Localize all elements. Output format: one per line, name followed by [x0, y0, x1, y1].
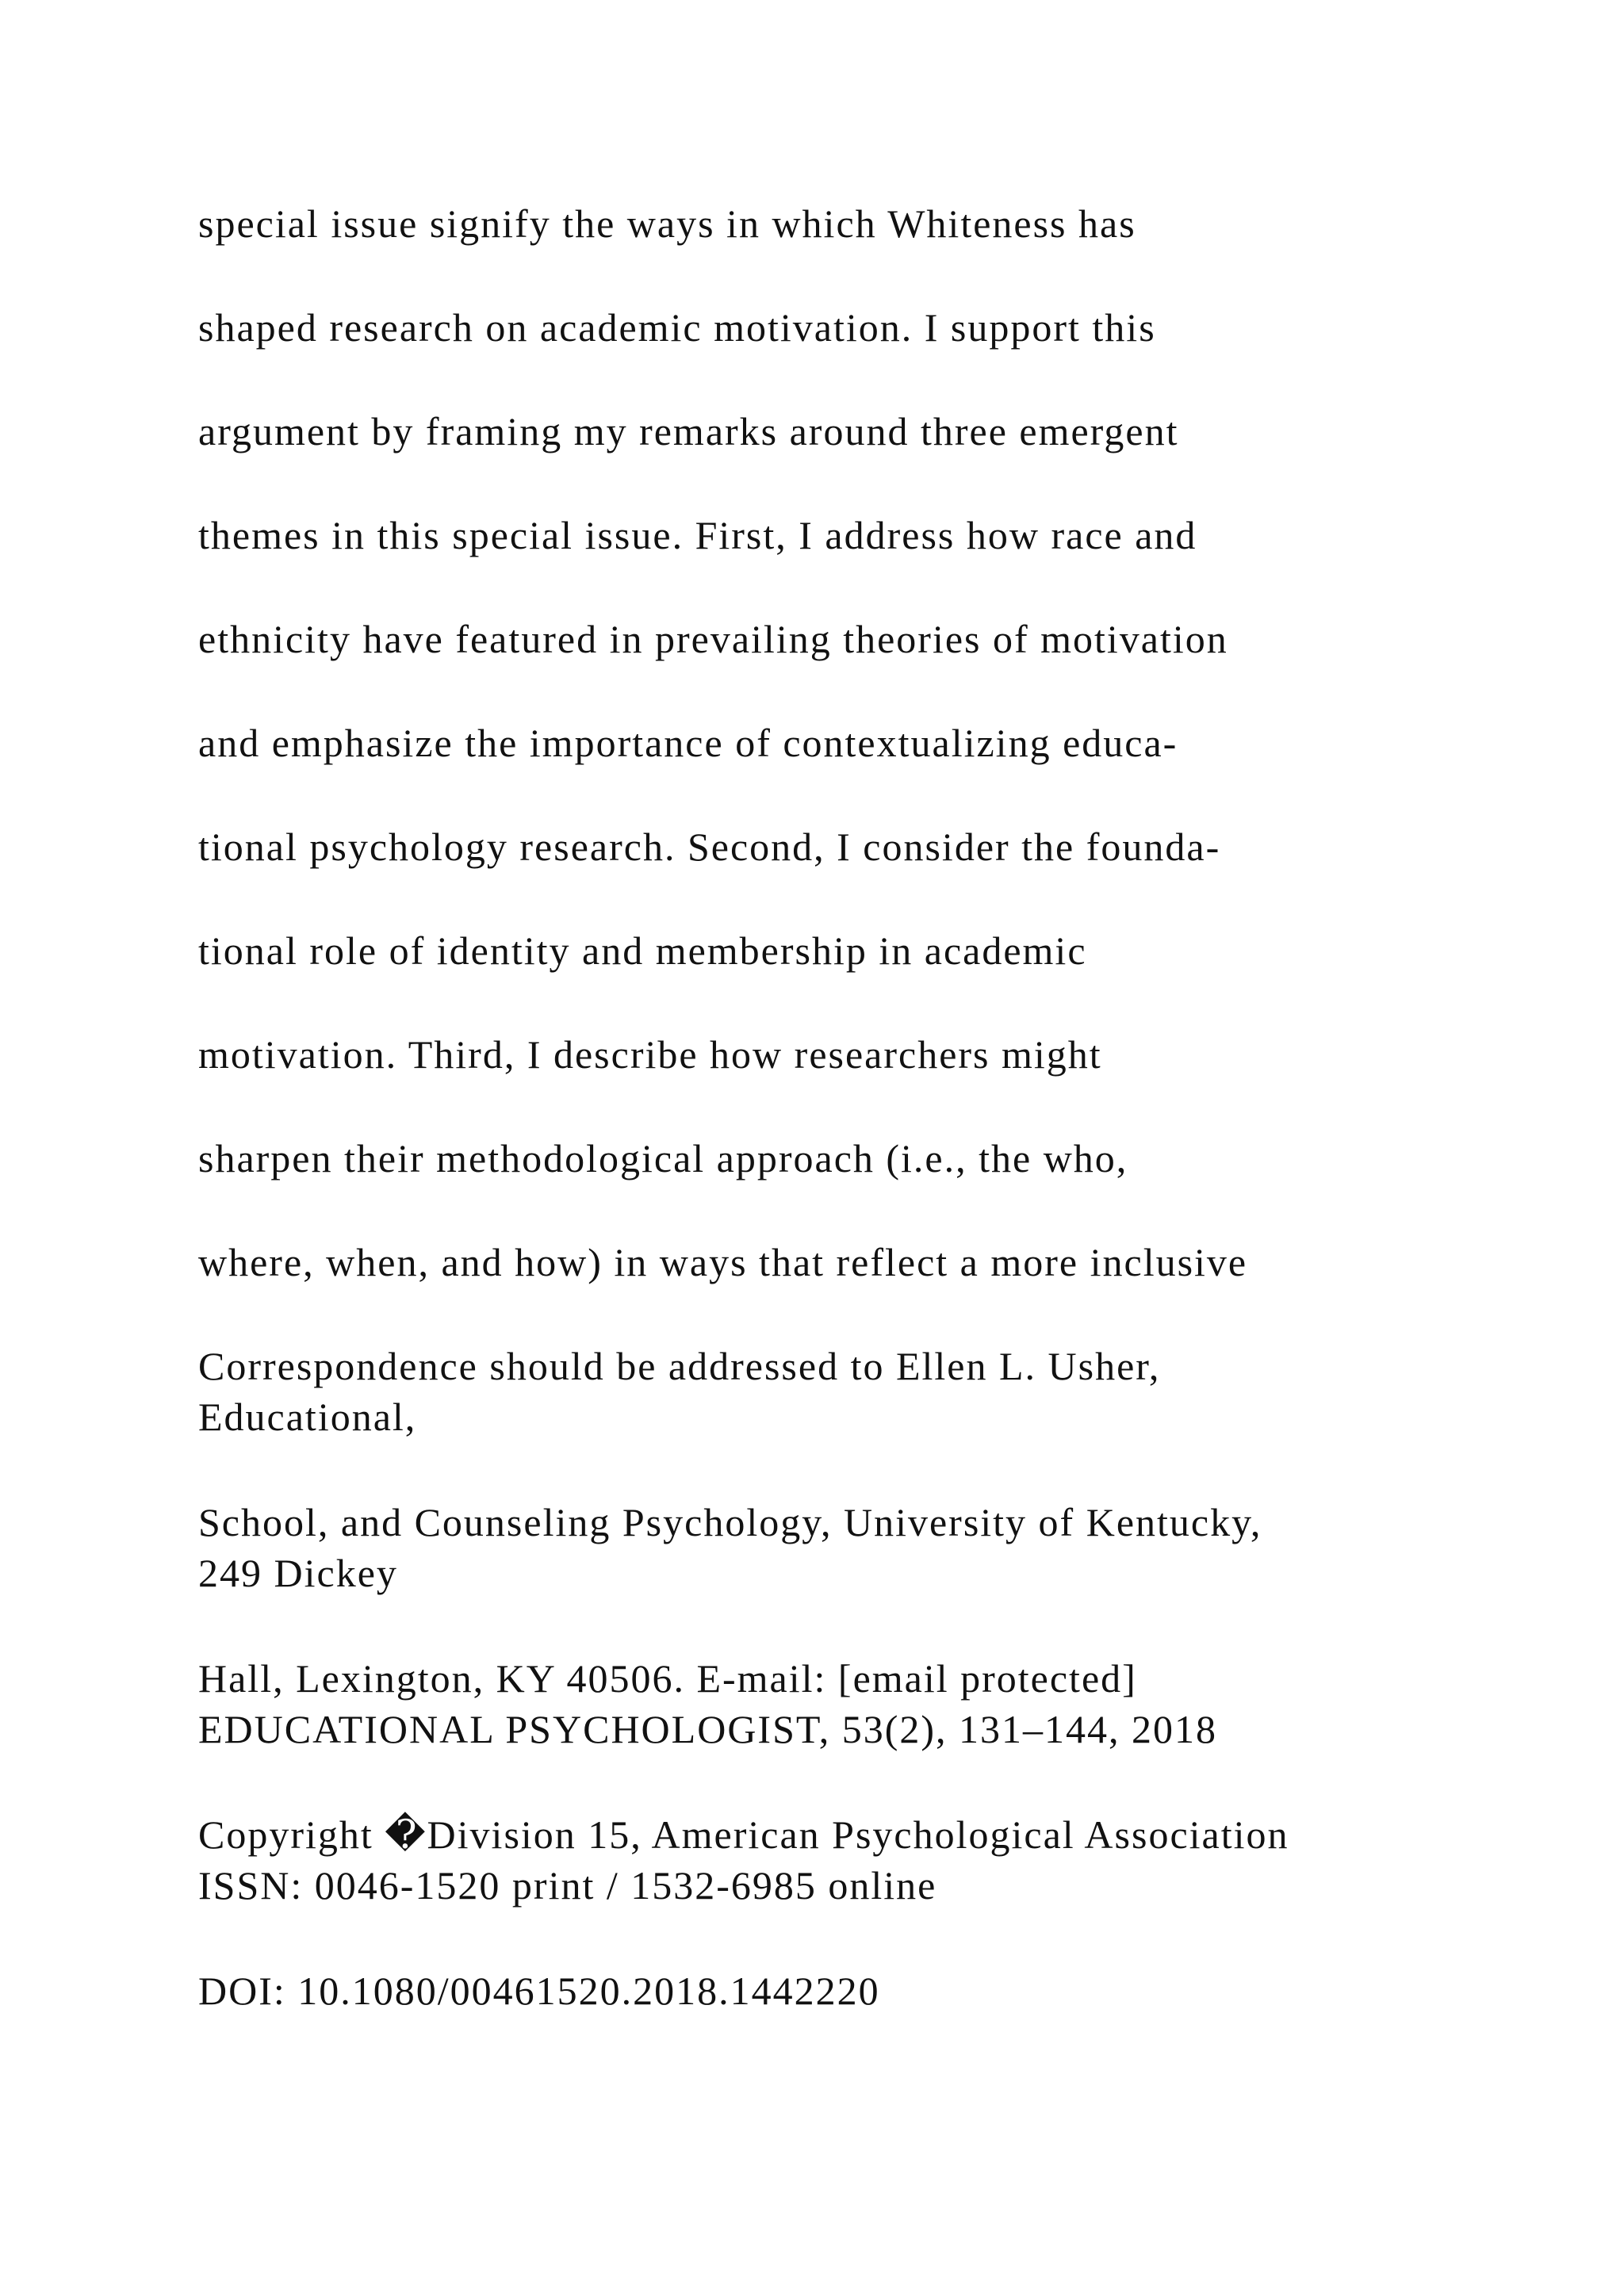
copyright-line: Copyright �Division 15, American Psychological Association	[198, 1812, 1289, 1857]
copyright-note	[198, 1809, 1546, 1911]
body-text-line: argument by framing my remarks around three emergent	[198, 409, 1179, 453]
body-text-line: tional psychology research. Second, I consider the founda-	[198, 825, 1221, 869]
affiliation-line: 249 Dickey	[198, 1551, 398, 1595]
body-text-line: where, when, and how) in ways that reflect a more inclusive	[198, 1240, 1248, 1284]
affiliation-line: School, and Counseling Psychology, University of Kentucky,	[198, 1500, 1262, 1544]
body-text-line: themes in this special issue. First, I address how race and	[198, 513, 1197, 557]
issn-line: ISSN: 0046-1520 print / 1532-6985 online	[198, 1863, 937, 1908]
body-text-line: sharpen their methodological approach (i.e., the who,	[198, 1136, 1128, 1181]
correspondence-note	[198, 1341, 1546, 1442]
affiliation-note	[198, 1497, 1546, 1598]
body-text-line: tional role of identity and membership in academic	[198, 928, 1087, 973]
correspondence-line: Educational,	[198, 1395, 417, 1439]
body-text-line: shaped research on academic motivation. I support this	[198, 305, 1156, 350]
correspondence-line: Correspondence should be addressed to Ellen L. Usher,	[198, 1344, 1161, 1388]
body-text-line: special issue signify the ways in which Whiteness has	[198, 201, 1136, 246]
doi-line: DOI: 10.1080/00461520.2018.1442220	[198, 1969, 880, 2013]
address-journal-note	[198, 1653, 1546, 1755]
address-line: Hall, Lexington, KY 40506. E-mail: [email protected]	[198, 1656, 1137, 1701]
body-text-line: ethnicity have featured in prevailing theories of motivation	[198, 617, 1228, 661]
body-text-line: motivation. Third, I describe how researchers might	[198, 1032, 1102, 1077]
body-text-line: and emphasize the importance of contextualizing educa-	[198, 721, 1178, 765]
journal-citation: EDUCATIONAL PSYCHOLOGIST, 53(2), 131–144, 2018	[198, 1707, 1218, 1751]
